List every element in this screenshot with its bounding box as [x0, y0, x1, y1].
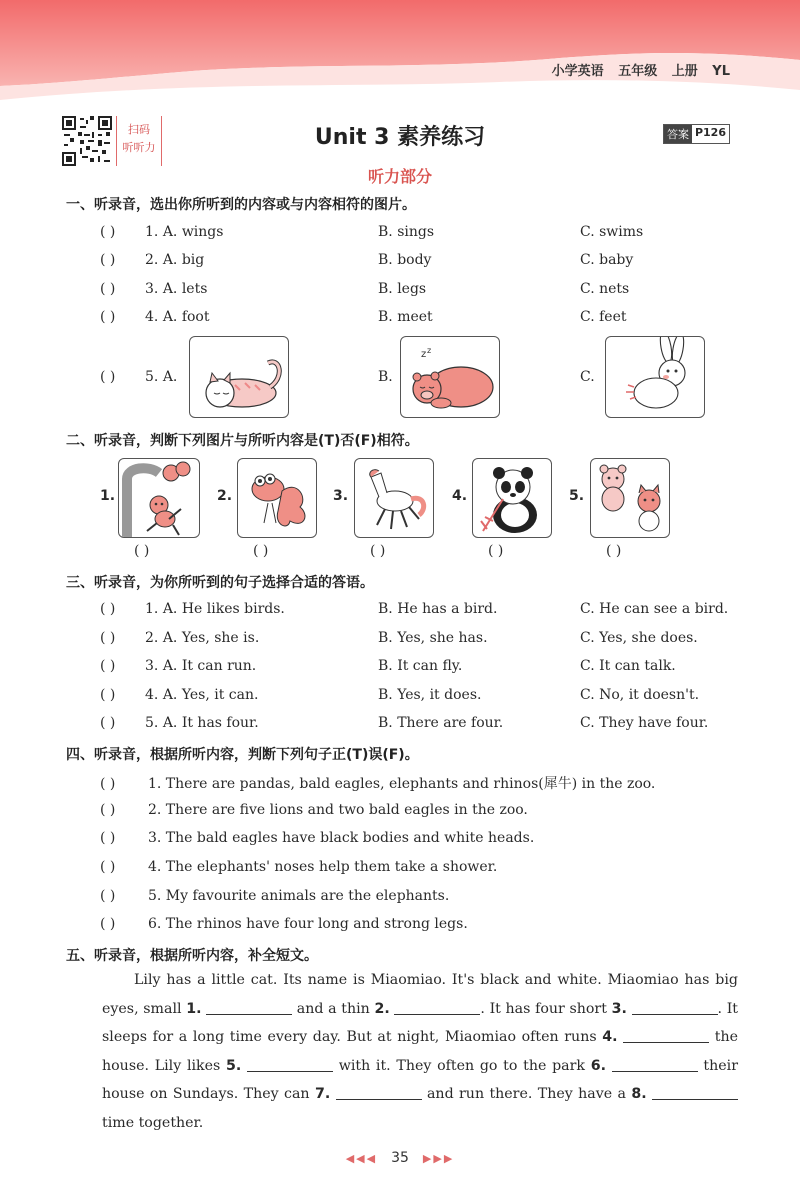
answer-paren[interactable]: ( )	[370, 543, 386, 559]
item-number: 5.	[145, 715, 159, 731]
option-b: B. It can fly.	[378, 658, 463, 674]
picture-item-1[interactable]	[118, 458, 200, 538]
fill-blank[interactable]	[632, 1001, 718, 1015]
book-info	[552, 60, 730, 79]
option-c: C.	[580, 369, 595, 385]
item-number: 3.	[333, 488, 349, 504]
answer-blank[interactable]: ( )	[100, 601, 116, 617]
passage-text: their house on Sundays. They can	[102, 1057, 738, 1103]
option-b: B. body	[378, 252, 432, 268]
option-a	[145, 601, 285, 617]
fill-blank[interactable]	[206, 1001, 292, 1015]
picture-item-3[interactable]	[354, 458, 434, 538]
option-a-text: A. foot	[162, 309, 210, 325]
option-a-text: A. Yes, it can.	[162, 687, 259, 703]
part2-heading: 二、听录音，判断下列图片与所听内容是(T)否(F)相符。	[66, 433, 419, 449]
answer-blank[interactable]: ( )	[100, 281, 116, 297]
fill-blank[interactable]	[247, 1058, 333, 1072]
cloze-paragraph	[102, 966, 738, 1138]
answer-blank[interactable]: ( )	[100, 859, 116, 875]
option-b: B. Yes, she has.	[378, 630, 488, 646]
right-arrows-icon: ▶▶▶	[422, 1152, 455, 1165]
part4-heading: 四、听录音，根据所听内容，判断下列句子正(T)误(F)。	[66, 747, 419, 763]
passage-text: . It has four short	[480, 1000, 612, 1017]
statement-text: 5. My favourite animals are the elephants.	[148, 888, 450, 904]
picture-option-c[interactable]	[605, 336, 705, 418]
picture-item-5[interactable]	[590, 458, 670, 538]
series-label: 小学英语	[551, 64, 604, 79]
item-number: 5.	[569, 488, 585, 504]
answer-blank[interactable]: ( )	[100, 252, 116, 268]
answer-blank[interactable]: ( )	[100, 888, 116, 904]
option-a-text: A. It has four.	[162, 715, 259, 731]
left-arrows-icon: ◀◀◀	[345, 1152, 378, 1165]
option-c: C. He can see a bird.	[580, 601, 729, 617]
answer-paren[interactable]: ( )	[488, 543, 504, 559]
item-number: 2.	[145, 630, 159, 646]
picture-option-b[interactable]	[400, 336, 500, 418]
passage-text: and run there. They have a	[421, 1086, 632, 1103]
blank-number: 4.	[602, 1029, 618, 1046]
answer-label: 答案	[664, 125, 692, 143]
item-number: 5.	[145, 369, 159, 385]
option-b: B. He has a bird.	[378, 601, 498, 617]
part5-heading: 五、听录音，根据所听内容，补全短文。	[66, 948, 318, 964]
option-a-text: A.	[162, 369, 178, 385]
part3-item	[100, 687, 740, 709]
answer-paren[interactable]: ( )	[134, 543, 150, 559]
svg-text:z: z	[421, 349, 427, 360]
volume-label: 上册	[671, 64, 698, 79]
blank-number: 3.	[611, 1000, 627, 1017]
part4-item	[100, 888, 449, 904]
monkey-icon	[119, 459, 200, 538]
statement-text: 1. There are pandas, bald eagles, elephants and rhinos(犀牛) in the zoo.	[148, 776, 656, 792]
blank-number: 6.	[590, 1057, 606, 1074]
scan-tag-line2: 听听力	[122, 141, 156, 154]
part3-heading: 三、听录音，为你所听到的句子选择合适的答语。	[66, 575, 374, 591]
panda-icon	[473, 459, 552, 538]
passage-text: the house. Lily likes	[102, 1029, 738, 1074]
option-a	[145, 687, 258, 703]
option-b: B. meet	[378, 309, 433, 325]
picture-option-a[interactable]	[189, 336, 289, 418]
passage-text: time together.	[102, 1114, 204, 1131]
option-b: B.	[378, 369, 393, 385]
option-b: B. Yes, it does.	[378, 687, 482, 703]
bear-icon	[401, 337, 500, 418]
part4-item	[100, 830, 534, 846]
option-c: C. They have four.	[580, 715, 709, 731]
part1-item	[100, 309, 740, 331]
rabbit-icon	[606, 337, 705, 418]
statement-text: 2. There are five lions and two bald eagles in the zoo.	[148, 802, 528, 818]
passage-text: Lily has a little cat. Its name is Miaomiao. It's black and white. Miaomiao has big eyes, small	[102, 972, 738, 1017]
item-number: 1.	[145, 224, 159, 240]
svg-text:z: z	[427, 346, 432, 355]
item-number: 2.	[217, 488, 233, 504]
part4-item	[100, 802, 528, 818]
blank-number: 7.	[314, 1086, 331, 1103]
answer-blank[interactable]: ( )	[100, 658, 116, 674]
answer-blank[interactable]: ( )	[100, 224, 116, 240]
answer-paren[interactable]: ( )	[606, 543, 622, 559]
part4-item	[100, 773, 655, 793]
blank-number: 8.	[631, 1086, 647, 1103]
option-a	[145, 715, 259, 731]
option-a	[145, 252, 204, 268]
item-number: 1.	[145, 601, 159, 617]
part3-item	[100, 658, 740, 680]
section-subtitle: 听力部分	[367, 167, 432, 186]
option-b: B. sings	[378, 224, 435, 240]
option-a-text: A. wings	[162, 224, 224, 240]
option-a	[145, 309, 210, 325]
blank-number: 2.	[374, 1000, 390, 1017]
answer-blank[interactable]: ( )	[100, 830, 116, 846]
item-number: 3.	[145, 281, 159, 297]
horse-icon	[355, 459, 434, 538]
fill-blank[interactable]	[336, 1086, 422, 1100]
item-number: 2.	[145, 252, 159, 268]
blank-number: 1.	[186, 1000, 202, 1017]
answer-blank[interactable]: ( )	[100, 630, 116, 646]
scan-tag-line1: 扫码	[128, 123, 150, 136]
fill-blank[interactable]	[652, 1086, 738, 1100]
picture-item-4[interactable]	[472, 458, 552, 538]
option-c: C. No, it doesn't.	[580, 687, 700, 703]
option-a	[145, 630, 259, 646]
passage-text: and a thin	[292, 1000, 375, 1017]
option-b: B. legs	[378, 281, 427, 297]
option-b: B. There are four.	[378, 715, 504, 731]
answer-blank[interactable]: ( )	[100, 802, 116, 818]
fill-blank[interactable]	[394, 1001, 480, 1015]
part3-item	[100, 630, 740, 652]
answer-paren[interactable]: ( )	[253, 543, 269, 559]
answer-blank[interactable]: ( )	[100, 916, 116, 932]
option-c: C. It can talk.	[580, 658, 676, 674]
option-a	[145, 281, 207, 297]
option-a-text: A. lets	[162, 281, 208, 297]
item-number: 3.	[145, 658, 159, 674]
option-a	[145, 658, 256, 674]
passage-text: . It sleeps for a long time every day. But at night, Miaomiao often runs	[102, 1000, 738, 1046]
option-a	[145, 224, 223, 240]
item-number: 1.	[100, 488, 116, 504]
part3-item	[100, 601, 740, 623]
part3-item	[100, 715, 740, 737]
answer-blank[interactable]: ( )	[100, 309, 116, 325]
item-number: 4.	[452, 488, 468, 504]
statement-text: 4. The elephants' noses help them take a shower.	[148, 859, 498, 875]
option-a-text: A. big	[162, 252, 205, 268]
option-a-text: A. Yes, she is.	[162, 630, 260, 646]
statement-text: 6. The rhinos have four long and strong legs.	[148, 916, 468, 932]
option-c: C. feet	[580, 309, 627, 325]
answer-blank[interactable]: ( )	[100, 687, 116, 703]
option-c: C. nets	[580, 281, 630, 297]
part1-item	[100, 252, 740, 274]
item-number: 4.	[145, 687, 159, 703]
bear-cat-icon	[591, 459, 670, 538]
answer-page: P126	[694, 126, 726, 139]
page-title: Unit 3 素养练习	[314, 125, 486, 150]
blank-number: 5.	[226, 1057, 242, 1074]
answer-reference	[663, 124, 730, 144]
part4-item	[100, 859, 497, 875]
edition-label: YL	[712, 64, 730, 79]
fill-blank[interactable]	[612, 1058, 698, 1072]
page-footer	[0, 1150, 800, 1166]
part1-item	[100, 281, 740, 303]
option-a-text: A. He likes birds.	[162, 601, 285, 617]
option-a	[145, 369, 177, 385]
grade-label: 五年级	[618, 64, 658, 79]
fill-blank[interactable]	[623, 1029, 709, 1043]
option-a-text: A. It can run.	[162, 658, 257, 674]
answer-blank[interactable]: ( )	[100, 369, 116, 385]
goldfish-icon	[238, 459, 317, 538]
passage-text: with it. They often go to the park	[332, 1057, 591, 1074]
part4-item	[100, 916, 468, 932]
answer-blank[interactable]: ( )	[100, 776, 116, 792]
page-number: 35	[391, 1150, 409, 1166]
header-wave	[0, 0, 800, 100]
option-c: C. swims	[580, 224, 644, 240]
cat-icon	[190, 337, 289, 418]
picture-item-2[interactable]	[237, 458, 317, 538]
statement-text: 3. The bald eagles have black bodies and white heads.	[148, 830, 535, 846]
part1-heading: 一、听录音，选出你所听到的内容或与内容相符的图片。	[66, 197, 416, 213]
option-c: C. baby	[580, 252, 634, 268]
part1-item	[100, 224, 740, 246]
answer-blank[interactable]: ( )	[100, 715, 116, 731]
option-c: C. Yes, she does.	[580, 630, 698, 646]
item-number: 4.	[145, 309, 159, 325]
